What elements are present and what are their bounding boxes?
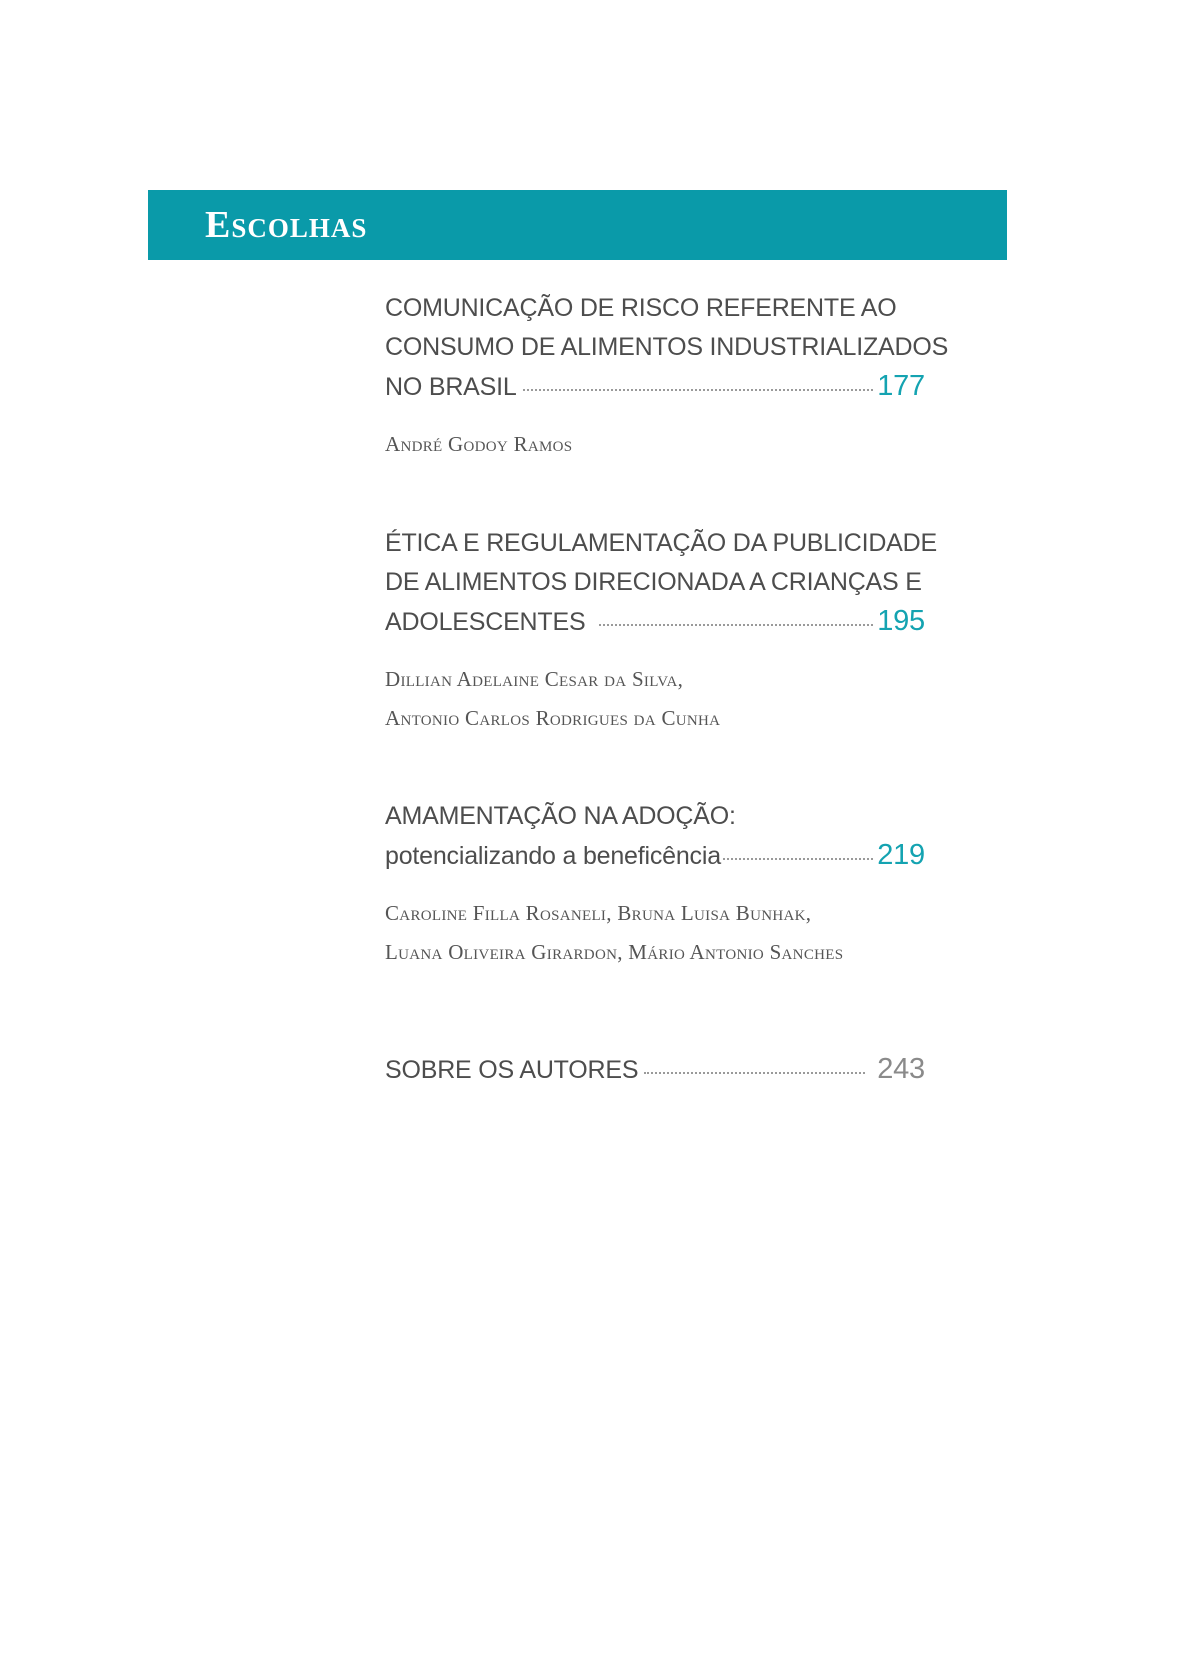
entry-title-line: DE ALIMENTOS DIRECIONADA A CRIANÇAS E — [385, 568, 922, 596]
toc-entry[interactable] — [385, 524, 940, 738]
author-line: Dillian Adelaine Cesar da Silva, — [385, 667, 684, 691]
entry-title-line: ÉTICA E REGULAMENTAÇÃO DA PUBLICIDADE — [385, 529, 937, 557]
dot-leader — [523, 389, 874, 391]
entry-title-last-line — [385, 1050, 925, 1090]
toc-entry[interactable] — [385, 289, 949, 464]
entry-title-line: ADOLESCENTES — [385, 608, 586, 636]
section-header — [148, 190, 1007, 260]
entry-title-line: AMAMENTAÇÃO NA ADOÇÃO: — [385, 802, 736, 830]
author-line: Antonio Carlos Rodrigues da Cunha — [385, 706, 721, 730]
dot-leader — [599, 624, 873, 626]
entry-authors — [385, 660, 940, 738]
entry-title-line: SOBRE OS AUTORES — [385, 1056, 639, 1084]
author-line: Caroline Filla Rosaneli, Bruna Luisa Bunhak, — [385, 901, 812, 925]
page-number[interactable]: 243 — [877, 1053, 925, 1085]
entry-title-line: CONSUMO DE ALIMENTOS INDUSTRIALIZADOS — [385, 333, 949, 361]
toc-entry[interactable] — [385, 1050, 940, 1090]
entry-authors — [385, 425, 940, 464]
entry-title-line: COMUNICAÇÃO DE RISCO REFERENTE AO — [385, 294, 897, 322]
entry-title-line: potencializando a beneficência — [385, 842, 721, 870]
entry-title-last-line — [385, 602, 925, 642]
toc-entry[interactable] — [385, 797, 940, 972]
page-number[interactable]: 195 — [877, 605, 925, 637]
dot-leader — [644, 1072, 865, 1074]
entry-title-line: NO BRASIL — [385, 373, 517, 401]
section-title: Escolhas — [205, 204, 368, 246]
author-line: André Godoy Ramos — [385, 432, 573, 456]
entry-title-last-line — [385, 367, 925, 407]
entry-authors — [385, 894, 940, 972]
dot-leader — [723, 858, 873, 860]
page-number[interactable]: 219 — [877, 839, 925, 871]
author-line: Luana Oliveira Girardon, Mário Antonio Sanches — [385, 940, 844, 964]
page-number[interactable]: 177 — [877, 370, 925, 402]
entry-title-last-line — [385, 836, 925, 876]
